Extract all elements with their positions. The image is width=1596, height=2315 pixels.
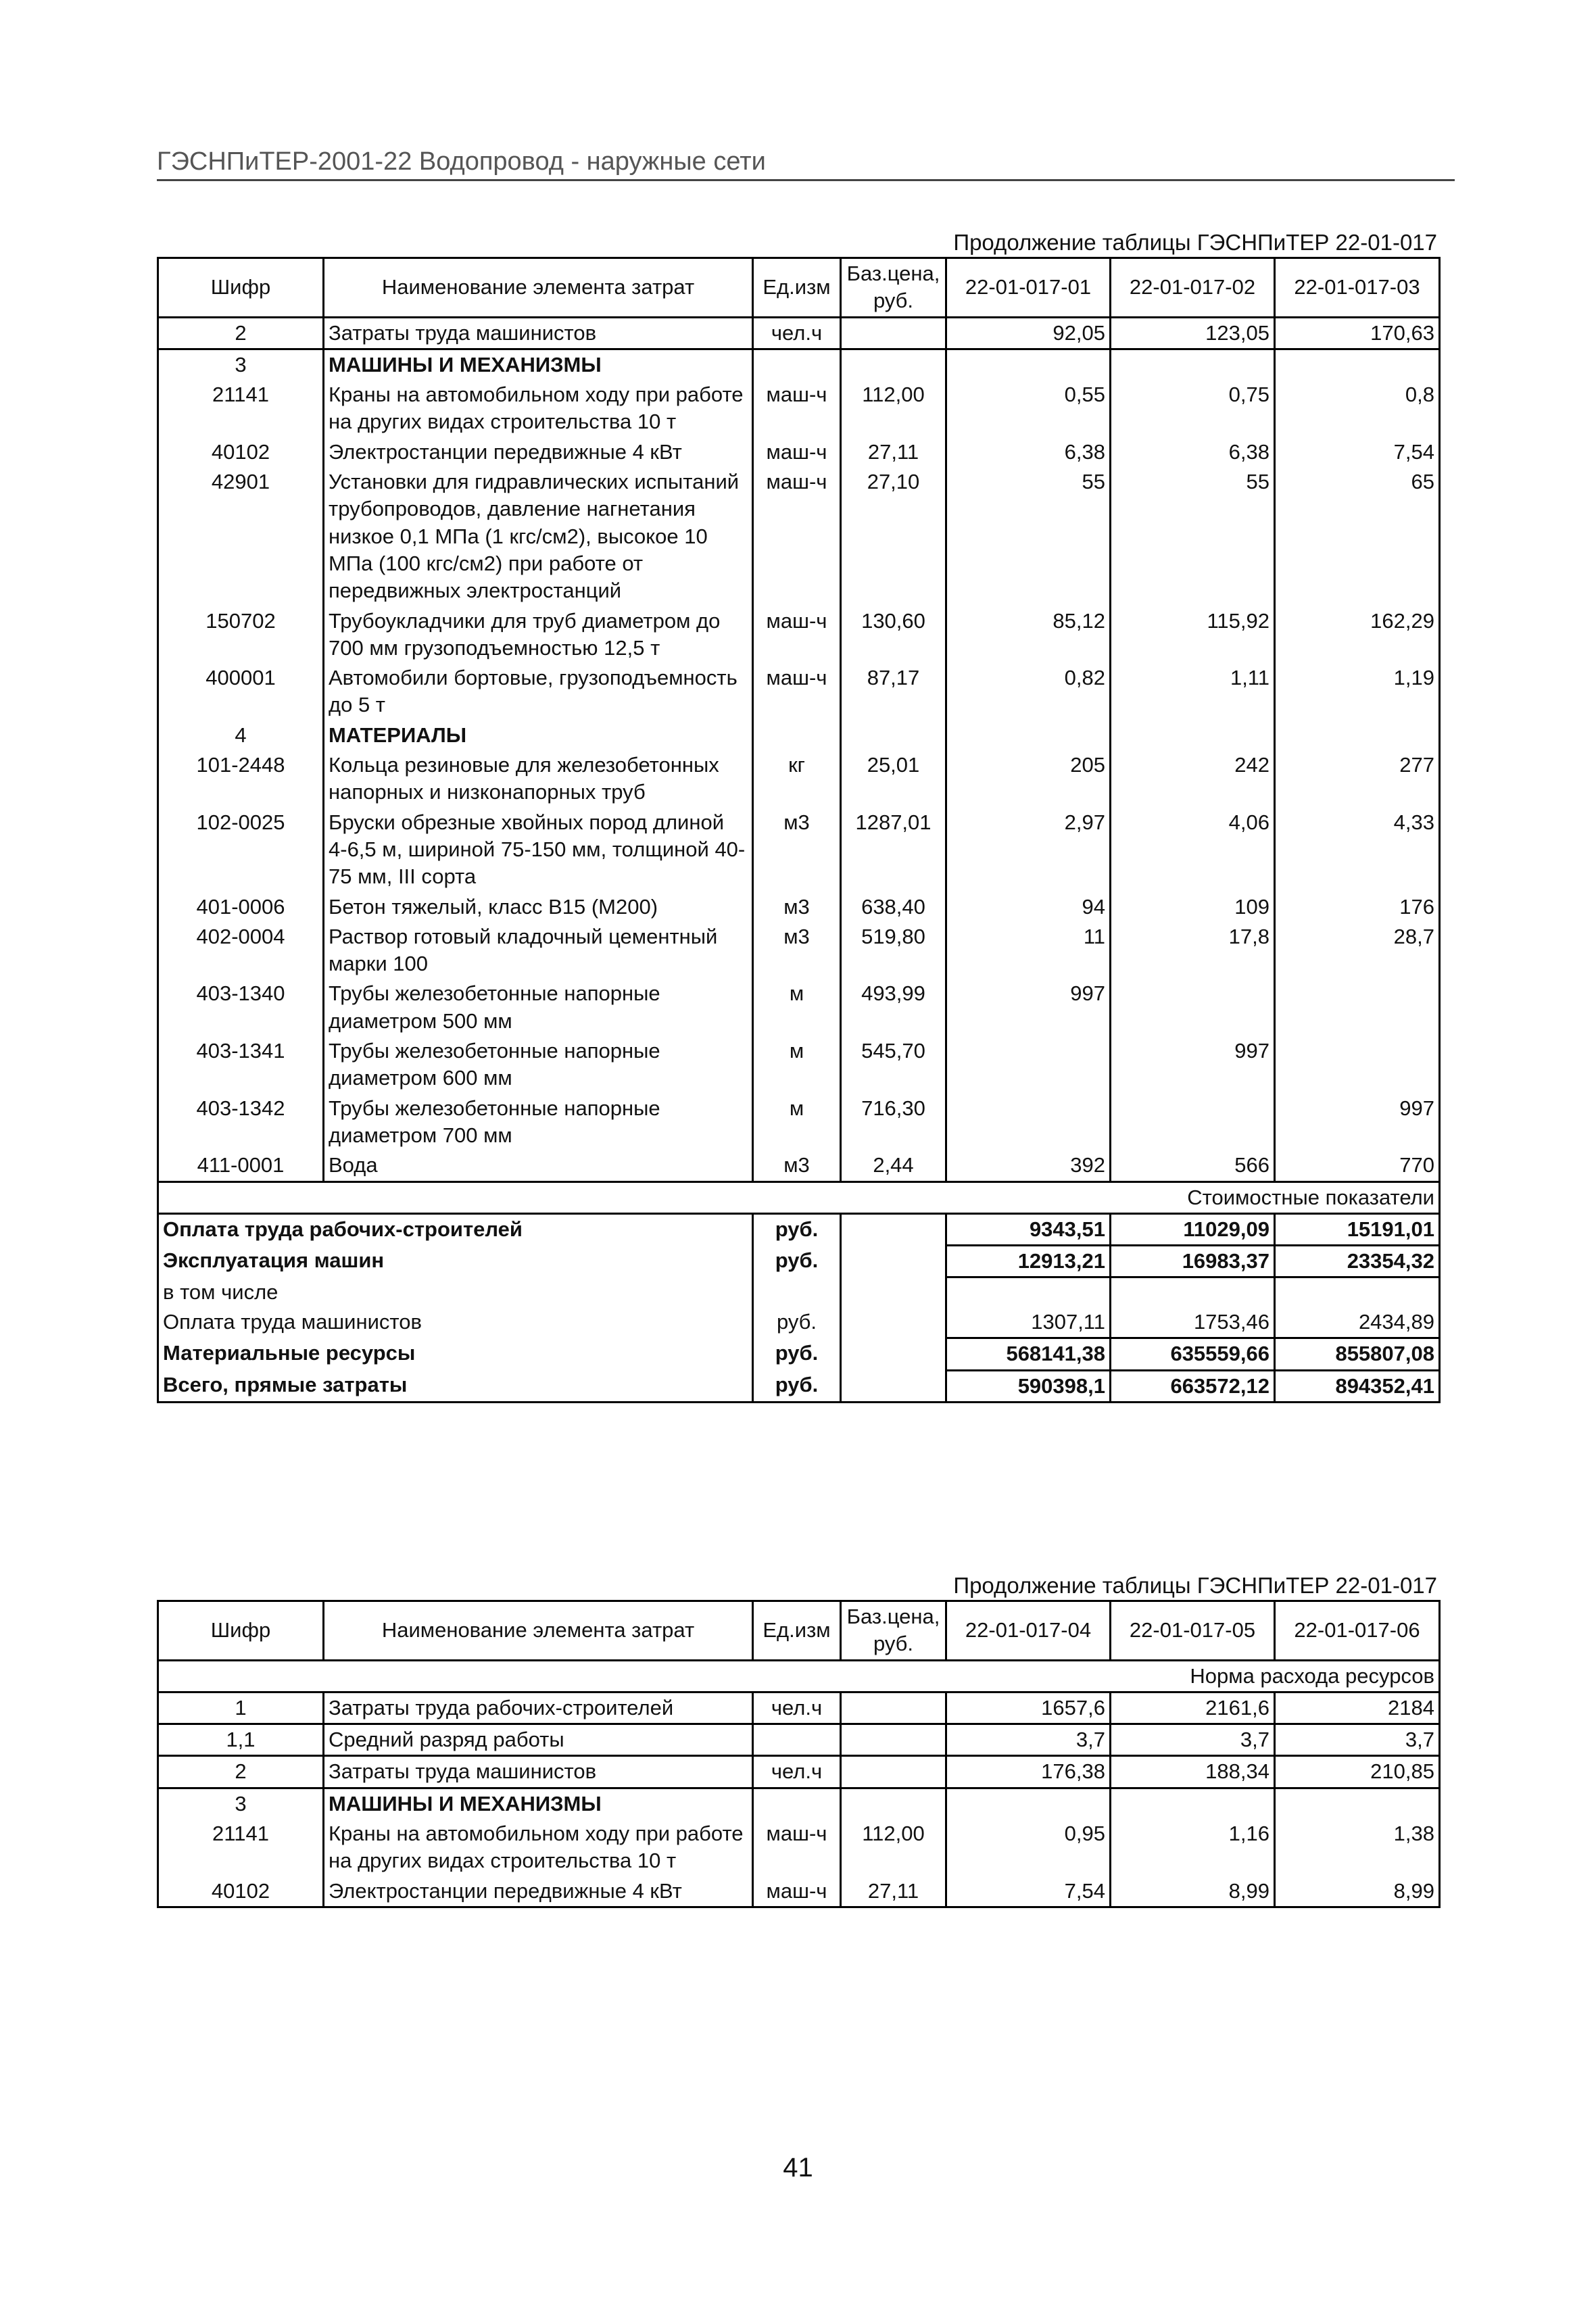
summary-value: 16983,37 [1111, 1246, 1275, 1277]
row-value: 8,99 [1111, 1876, 1275, 1907]
cost-indicators-band [158, 1181, 1440, 1213]
row-value: 0,55 [946, 380, 1111, 437]
table-row [158, 317, 1440, 349]
table-row [158, 1724, 1440, 1756]
summary-unit: руб. [753, 1246, 841, 1277]
row-value [946, 1094, 1111, 1151]
row-unit: м3 [753, 808, 841, 892]
row-value: 0,8 [1275, 380, 1440, 437]
table1-caption: Продолжение таблицы ГЭСНПиТЕР 22-01-017 [953, 230, 1437, 255]
row-unit: маш-ч [753, 380, 841, 437]
row-value: 242 [1111, 750, 1275, 808]
row-value: 7,54 [1275, 437, 1440, 467]
summary-label: Оплата труда машинистов [158, 1307, 753, 1338]
row-price: 27,11 [841, 437, 946, 467]
row-value: 8,99 [1275, 1876, 1440, 1907]
row-value: 205 [946, 750, 1111, 808]
summary-value: 635559,66 [1111, 1338, 1275, 1370]
col-header-name: Наименование элемента затрат [324, 1601, 753, 1661]
row-name: Затраты труда рабочих-строителей [324, 1692, 753, 1724]
row-name: Электростанции передвижные 4 кВт [324, 437, 753, 467]
row-code: 402-0004 [158, 922, 324, 979]
row-value: 566 [1111, 1150, 1275, 1181]
row-value: 3,7 [1111, 1724, 1275, 1756]
row-value: 0,82 [946, 663, 1111, 721]
row-value: 176,38 [946, 1756, 1111, 1788]
row-name: Установки для гидравлических испытаний трубопроводов, давление нагнетания низкое 0,1 МПа (1 кгс/см2), высокое 10 МПа (100 кгс/см2) при работе от передвижных электростанций [324, 467, 753, 606]
summary-price-empty [841, 1213, 946, 1245]
row-value: 7,54 [946, 1876, 1111, 1907]
row-name: Бруски обрезные хвойных пород длиной 4-6,5 м, шириной 75-150 мм, толщиной 40-75 мм, III сорта [324, 808, 753, 892]
col-header-name: Наименование элемента затрат [324, 258, 753, 318]
row-unit: м3 [753, 1150, 841, 1181]
col-header-price: Баз.цена, руб. [841, 258, 946, 318]
row-price [841, 1756, 946, 1788]
row-code: 411-0001 [158, 1150, 324, 1181]
row-unit: маш-ч [753, 467, 841, 606]
summary-label: Материальные ресурсы [158, 1338, 753, 1370]
summary-row [158, 1213, 1440, 1245]
row-unit: маш-ч [753, 1819, 841, 1876]
row-code: 4 [158, 721, 324, 750]
table-header-row [158, 1601, 1440, 1661]
summary-value: 9343,51 [946, 1213, 1111, 1245]
row-name: Затраты труда машинистов [324, 1756, 753, 1788]
col-header-code: Шифр [158, 258, 324, 318]
summary-price-empty [841, 1338, 946, 1370]
row-price [841, 317, 946, 349]
summary-value [1111, 1277, 1275, 1307]
row-value: 4,06 [1111, 808, 1275, 892]
row-unit [753, 1788, 841, 1819]
summary-label: Всего, прямые затраты [158, 1370, 753, 1402]
row-code: 2 [158, 1756, 324, 1788]
row-price: 112,00 [841, 1819, 946, 1876]
row-name: МАШИНЫ И МЕХАНИЗМЫ [324, 349, 753, 380]
summary-value: 1753,46 [1111, 1307, 1275, 1338]
row-value: 123,05 [1111, 317, 1275, 349]
row-code: 403-1342 [158, 1094, 324, 1151]
summary-value [946, 1277, 1111, 1307]
summary-value: 12913,21 [946, 1246, 1111, 1277]
summary-row [158, 1307, 1440, 1338]
summary-value: 894352,41 [1275, 1370, 1440, 1402]
table-row [158, 750, 1440, 808]
table-row [158, 808, 1440, 892]
row-code: 21141 [158, 1819, 324, 1876]
row-name: МАШИНЫ И МЕХАНИЗМЫ [324, 1788, 753, 1819]
row-code: 3 [158, 1788, 324, 1819]
row-name: Раствор готовый кладочный цементный марки 100 [324, 922, 753, 979]
table-row [158, 467, 1440, 606]
summary-price-empty [841, 1246, 946, 1277]
row-code: 3 [158, 349, 324, 380]
row-value: 188,34 [1111, 1756, 1275, 1788]
row-value [1275, 349, 1440, 380]
row-name: Трубы железобетонные напорные диаметром 500 мм [324, 979, 753, 1036]
col-header-variant-04: 22-01-017-04 [946, 1601, 1111, 1661]
row-name: Трубоукладчики для труб диаметром до 700 мм грузоподъемностью 12,5 т [324, 606, 753, 664]
resource-table-1 [157, 257, 1441, 1403]
row-value: 115,92 [1111, 606, 1275, 664]
cost-indicators-band-label: Стоимостные показатели [158, 1181, 1440, 1213]
summary-value [1275, 1277, 1440, 1307]
row-name: Бетон тяжелый, класс В15 (М200) [324, 892, 753, 922]
table-row [158, 1788, 1440, 1819]
running-header: ГЭСНПиТЕР-2001-22 Водопровод - наружные сети [157, 147, 1455, 181]
row-unit: маш-ч [753, 663, 841, 721]
table-row [158, 380, 1440, 437]
row-code: 40102 [158, 1876, 324, 1907]
row-unit [753, 349, 841, 380]
row-value [946, 349, 1111, 380]
summary-label: в том числе [158, 1277, 753, 1307]
row-unit: м [753, 979, 841, 1036]
row-name: Средний разряд работы [324, 1724, 753, 1756]
table-row [158, 437, 1440, 467]
summary-value: 855807,08 [1275, 1338, 1440, 1370]
row-value [1275, 979, 1440, 1036]
summary-value: 1307,11 [946, 1307, 1111, 1338]
col-header-variant-03: 22-01-017-03 [1275, 258, 1440, 318]
summary-unit [753, 1277, 841, 1307]
col-header-variant-06: 22-01-017-06 [1275, 1601, 1440, 1661]
col-header-unit: Ед.изм [753, 1601, 841, 1661]
row-price: 25,01 [841, 750, 946, 808]
table-row [158, 1150, 1440, 1181]
row-name: Вода [324, 1150, 753, 1181]
row-value: 28,7 [1275, 922, 1440, 979]
col-header-unit: Ед.изм [753, 258, 841, 318]
row-value: 170,63 [1275, 317, 1440, 349]
row-value: 1,11 [1111, 663, 1275, 721]
col-header-variant-01: 22-01-017-01 [946, 258, 1111, 318]
row-unit: чел.ч [753, 1692, 841, 1724]
row-value: 2,97 [946, 808, 1111, 892]
row-unit: м3 [753, 892, 841, 922]
summary-value: 590398,1 [946, 1370, 1111, 1402]
row-value: 92,05 [946, 317, 1111, 349]
row-value [946, 721, 1111, 750]
row-value [1275, 721, 1440, 750]
row-value: 0,95 [946, 1819, 1111, 1876]
row-value: 55 [1111, 467, 1275, 606]
row-value [1111, 1094, 1275, 1151]
summary-value: 663572,12 [1111, 1370, 1275, 1402]
col-header-code: Шифр [158, 1601, 324, 1661]
table-row [158, 1819, 1440, 1876]
summary-value: 15191,01 [1275, 1213, 1440, 1245]
row-name: Краны на автомобильном ходу при работе на других видах строительства 10 т [324, 1819, 753, 1876]
row-price [841, 721, 946, 750]
summary-unit: руб. [753, 1307, 841, 1338]
row-value: 1,19 [1275, 663, 1440, 721]
summary-price-empty [841, 1370, 946, 1402]
row-unit: чел.ч [753, 1756, 841, 1788]
row-value: 85,12 [946, 606, 1111, 664]
row-value: 770 [1275, 1150, 1440, 1181]
row-price [841, 349, 946, 380]
page-number: 41 [783, 2153, 813, 2183]
row-price: 87,17 [841, 663, 946, 721]
row-value [1275, 1036, 1440, 1094]
row-name: Краны на автомобильном ходу при работе на других видах строительства 10 т [324, 380, 753, 437]
table-row [158, 349, 1440, 380]
row-value: 109 [1111, 892, 1275, 922]
row-value: 162,29 [1275, 606, 1440, 664]
row-value: 65 [1275, 467, 1440, 606]
row-code: 150702 [158, 606, 324, 664]
row-price: 716,30 [841, 1094, 946, 1151]
row-price [841, 1788, 946, 1819]
row-value: 55 [946, 467, 1111, 606]
summary-row [158, 1338, 1440, 1370]
row-name: Трубы железобетонные напорные диаметром 600 мм [324, 1036, 753, 1094]
summary-value: 23354,32 [1275, 1246, 1440, 1277]
row-code: 1 [158, 1692, 324, 1724]
row-price: 112,00 [841, 380, 946, 437]
table-row [158, 1692, 1440, 1724]
row-code: 1,1 [158, 1724, 324, 1756]
row-value: 277 [1275, 750, 1440, 808]
row-code: 21141 [158, 380, 324, 437]
summary-price-empty [841, 1277, 946, 1307]
row-price: 493,99 [841, 979, 946, 1036]
table-row [158, 892, 1440, 922]
row-name: Электростанции передвижные 4 кВт [324, 1876, 753, 1907]
row-value [946, 1036, 1111, 1094]
row-code: 101-2448 [158, 750, 324, 808]
col-header-price: Баз.цена, руб. [841, 1601, 946, 1661]
resource-norms-band-label: Норма расхода ресурсов [158, 1660, 1440, 1692]
summary-row [158, 1370, 1440, 1402]
summary-row [158, 1246, 1440, 1277]
row-unit: м [753, 1094, 841, 1151]
row-price: 130,60 [841, 606, 946, 664]
row-value: 1,38 [1275, 1819, 1440, 1876]
row-price: 2,44 [841, 1150, 946, 1181]
row-unit: маш-ч [753, 437, 841, 467]
row-unit: маш-ч [753, 606, 841, 664]
row-unit [753, 1724, 841, 1756]
col-header-variant-05: 22-01-017-05 [1111, 1601, 1275, 1661]
row-value: 3,7 [1275, 1724, 1440, 1756]
row-price [841, 1724, 946, 1756]
row-value: 3,7 [946, 1724, 1111, 1756]
row-value: 6,38 [1111, 437, 1275, 467]
row-value: 2161,6 [1111, 1692, 1275, 1724]
row-value: 11 [946, 922, 1111, 979]
row-code: 40102 [158, 437, 324, 467]
row-value [1111, 349, 1275, 380]
row-name: Кольца резиновые для железобетонных напорных и низконапорных труб [324, 750, 753, 808]
row-unit: маш-ч [753, 1876, 841, 1907]
row-value: 2184 [1275, 1692, 1440, 1724]
row-value: 997 [1111, 1036, 1275, 1094]
row-value [1111, 721, 1275, 750]
row-price: 27,10 [841, 467, 946, 606]
row-code: 102-0025 [158, 808, 324, 892]
summary-label: Эксплуатация машин [158, 1246, 753, 1277]
row-value: 6,38 [946, 437, 1111, 467]
row-code: 2 [158, 317, 324, 349]
row-price: 1287,01 [841, 808, 946, 892]
summary-label: Оплата труда рабочих-строителей [158, 1213, 753, 1245]
row-unit: м [753, 1036, 841, 1094]
row-price: 638,40 [841, 892, 946, 922]
table-row [158, 663, 1440, 721]
table-row [158, 1094, 1440, 1151]
row-unit: м3 [753, 922, 841, 979]
row-name: Затраты труда машинистов [324, 317, 753, 349]
row-unit: чел.ч [753, 317, 841, 349]
row-value: 94 [946, 892, 1111, 922]
row-value: 0,75 [1111, 380, 1275, 437]
row-value: 997 [1275, 1094, 1440, 1151]
row-code: 403-1340 [158, 979, 324, 1036]
col-header-variant-02: 22-01-017-02 [1111, 258, 1275, 318]
table-row [158, 721, 1440, 750]
row-value: 1,16 [1111, 1819, 1275, 1876]
row-code: 401-0006 [158, 892, 324, 922]
row-price: 545,70 [841, 1036, 946, 1094]
row-price: 27,11 [841, 1876, 946, 1907]
row-value: 997 [946, 979, 1111, 1036]
row-code: 403-1341 [158, 1036, 324, 1094]
row-value [1111, 979, 1275, 1036]
resource-table-2 [157, 1600, 1441, 1908]
table-row [158, 1876, 1440, 1907]
table-row [158, 606, 1440, 664]
resource-norms-band [158, 1660, 1440, 1692]
summary-value: 11029,09 [1111, 1213, 1275, 1245]
row-code: 42901 [158, 467, 324, 606]
row-code: 400001 [158, 663, 324, 721]
summary-unit: руб. [753, 1370, 841, 1402]
row-value [1111, 1788, 1275, 1819]
row-unit [753, 721, 841, 750]
row-value [1275, 1788, 1440, 1819]
row-value [946, 1788, 1111, 1819]
table-row [158, 922, 1440, 979]
summary-value: 2434,89 [1275, 1307, 1440, 1338]
row-value: 176 [1275, 892, 1440, 922]
table-row [158, 1756, 1440, 1788]
row-value: 4,33 [1275, 808, 1440, 892]
row-name: Автомобили бортовые, грузоподъемность до 5 т [324, 663, 753, 721]
summary-unit: руб. [753, 1213, 841, 1245]
summary-unit: руб. [753, 1338, 841, 1370]
table-header-row [158, 258, 1440, 318]
table-row [158, 1036, 1440, 1094]
row-value: 210,85 [1275, 1756, 1440, 1788]
summary-row [158, 1277, 1440, 1307]
row-name: Трубы железобетонные напорные диаметром 700 мм [324, 1094, 753, 1151]
row-value: 1657,6 [946, 1692, 1111, 1724]
table-row [158, 979, 1440, 1036]
row-value: 17,8 [1111, 922, 1275, 979]
row-price: 519,80 [841, 922, 946, 979]
row-name: МАТЕРИАЛЫ [324, 721, 753, 750]
row-unit: кг [753, 750, 841, 808]
row-price [841, 1692, 946, 1724]
summary-value: 568141,38 [946, 1338, 1111, 1370]
row-value: 392 [946, 1150, 1111, 1181]
summary-price-empty [841, 1307, 946, 1338]
table2-caption: Продолжение таблицы ГЭСНПиТЕР 22-01-017 [953, 1573, 1437, 1598]
